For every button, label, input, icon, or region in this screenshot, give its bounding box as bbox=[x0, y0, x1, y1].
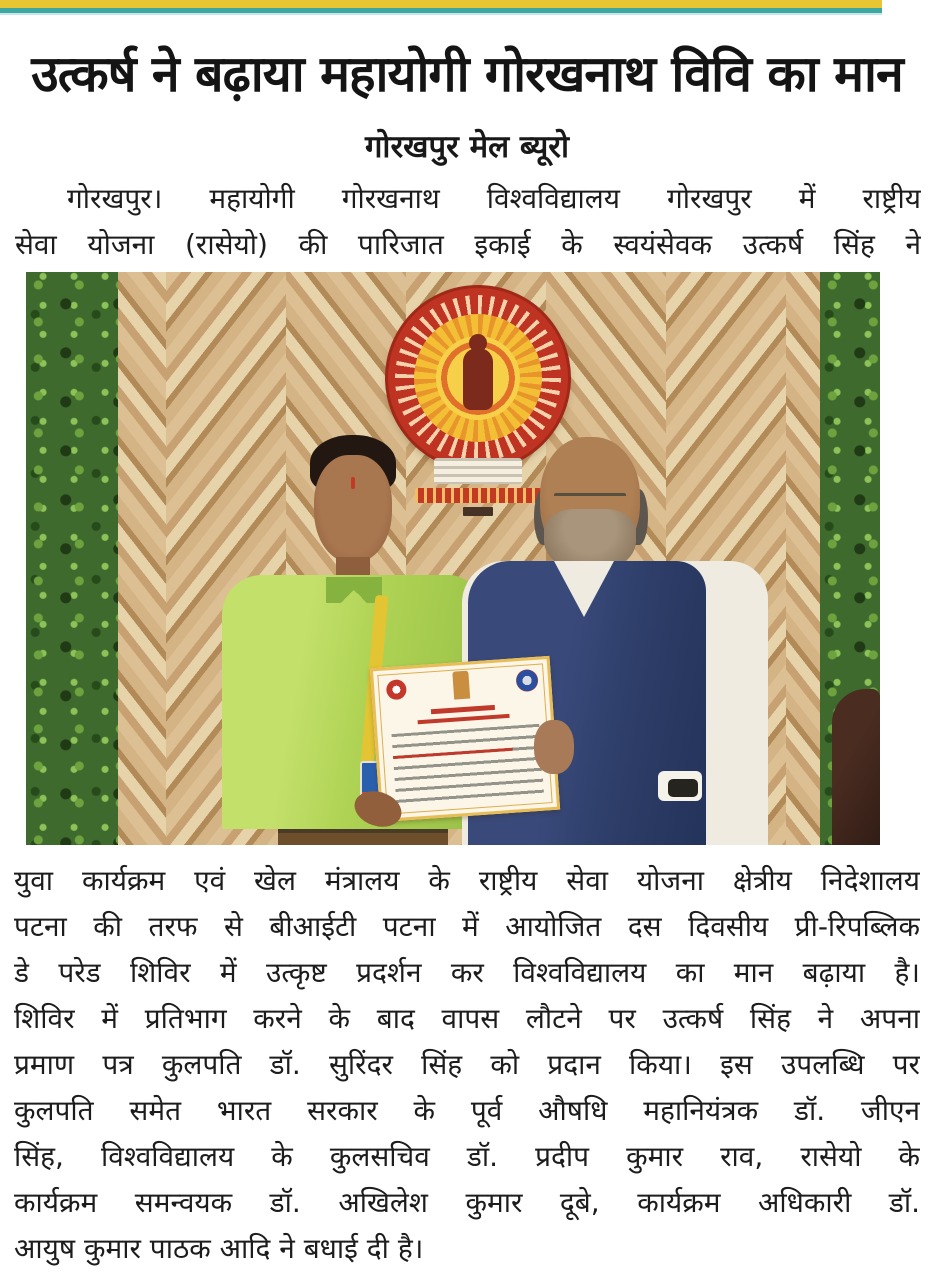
body-line: शिविर में प्रतिभाग करने के बाद वापस लौटने पर उत्कर्ष सिंह ने अपना bbox=[14, 1002, 920, 1035]
vc-vest-vneck bbox=[554, 561, 614, 617]
certificate bbox=[370, 656, 560, 822]
volunteer-tilak bbox=[351, 477, 355, 489]
emblem-seated-figure bbox=[463, 348, 493, 410]
vc-wrist-watch bbox=[668, 779, 698, 797]
body-line: डे परेड शिविर में उत्कृष्ट प्रदर्शन कर विश्वविद्यालय का मान बढ़ाया है। bbox=[14, 956, 920, 989]
article-body bbox=[14, 858, 920, 1272]
certificate-text-lines bbox=[391, 724, 544, 806]
body-line: पटना की तरफ से बीआईटी पटना में आयोजित दस दिवसीय प्री-रिपब्लिक bbox=[14, 910, 920, 943]
certificate-national-emblem bbox=[452, 671, 470, 700]
volunteer-face bbox=[314, 455, 392, 563]
masthead-stripes bbox=[0, 0, 882, 15]
body-line: कार्यक्रम समन्वयक डॉ. अखिलेश कुमार दूबे, कार्यक्रम अधिकारी डॉ. bbox=[14, 1186, 920, 1219]
volunteer-collar bbox=[326, 577, 382, 603]
body-line: आयुष कुमार पाठक आदि ने बधाई दी है। bbox=[14, 1232, 424, 1265]
plant-wall-left bbox=[26, 272, 118, 845]
office-chair bbox=[832, 689, 880, 845]
intro-line: सेवा योजना (रासेयो) की पारिजात इकाई के स्वयंसेवक उत्कर्ष सिंह ने bbox=[15, 228, 921, 261]
body-line: कुलपति समेत भारत सरकार के पूर्व औषधि महानियंत्रक डॉ. जीएन bbox=[14, 1094, 920, 1127]
intro-line: गोरखपुर। महायोगी गोरखनाथ विश्वविद्यालय गोरखपुर में राष्ट्रीय bbox=[67, 182, 921, 215]
article-intro bbox=[15, 176, 921, 268]
article-headline: उत्कर्ष ने बढ़ाया महायोगी गोरखनाथ विवि का मान bbox=[31, 45, 903, 103]
masthead-stripe-lightblue bbox=[0, 13, 882, 15]
vc-glasses bbox=[554, 493, 626, 510]
body-line: प्रमाण पत्र कुलपति डॉ. सुरिंदर सिंह को प्रदान किया। इस उपलब्धि पर bbox=[14, 1048, 920, 1081]
volunteer-belt bbox=[278, 829, 448, 845]
article-byline: गोरखपुर मेल ब्यूरो bbox=[364, 129, 570, 165]
news-photo bbox=[26, 272, 880, 845]
body-line: युवा कार्यक्रम एवं खेल मंत्रालय के राष्ट्रीय सेवा योजना क्षेत्रीय निदेशालय bbox=[14, 864, 920, 897]
body-line: सिंह, विश्वविद्यालय के कुलसचिव डॉ. प्रदीप कुमार राव, रासेयो के bbox=[14, 1140, 920, 1173]
masthead-stripe-yellow bbox=[0, 0, 882, 8]
vc-hand bbox=[534, 720, 574, 774]
